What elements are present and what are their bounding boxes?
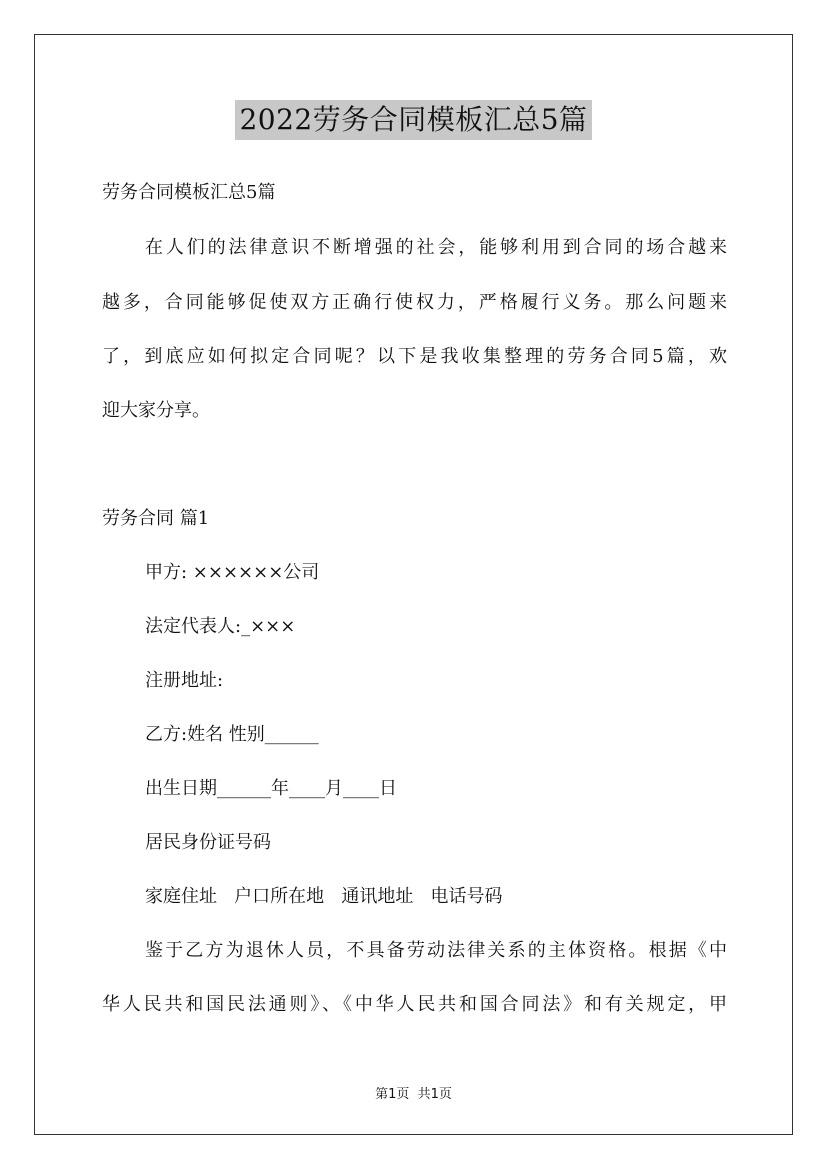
party-b-field: 乙方:姓名 性别______ — [145, 724, 319, 745]
title-container — [0, 100, 827, 140]
page-footer: 第1页 共1页 — [375, 1087, 452, 1102]
contact-fields: 家庭住址 户口所在地 通讯地址 电话号码 — [145, 886, 503, 907]
body-line-2: 华人民共和国民法通则》、《中华人民共和国合同法》和有关规定，甲 — [102, 994, 727, 1015]
party-a-field: 甲方: ××××××公司 — [145, 562, 320, 583]
intro-line-1: 在人们的法律意识不断增强的社会，能够利用到合同的场合越来 — [145, 237, 727, 258]
document-subtitle: 劳务合同模板汇总5篇 — [102, 182, 276, 203]
registered-address-field: 注册地址: — [145, 670, 224, 691]
birth-date-field: 出生日期______年____月____日 — [145, 778, 397, 799]
legal-representative-field: 法定代表人:_××× — [145, 616, 296, 637]
body-line-1: 鉴于乙方为退休人员，不具备劳动法律关系的主体资格。根据《中 — [145, 940, 727, 961]
section-heading: 劳务合同 篇1 — [102, 508, 210, 529]
intro-line-2: 越多，合同能够促使双方正确行使权力，严格履行义务。那么问题来 — [102, 292, 727, 313]
intro-line-3: 了，到底应如何拟定合同呢？以下是我收集整理的劳务合同5篇，欢 — [102, 346, 727, 367]
document-title: 2022劳务合同模板汇总5篇 — [235, 100, 591, 140]
intro-line-4: 迎大家分享。 — [102, 400, 210, 421]
id-number-field: 居民身份证号码 — [145, 832, 271, 853]
